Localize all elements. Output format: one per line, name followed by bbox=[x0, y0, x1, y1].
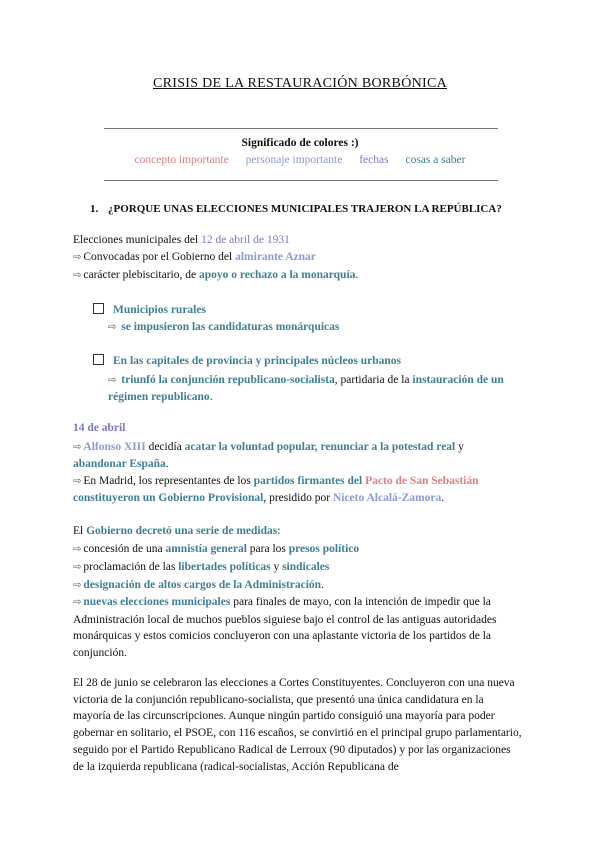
checkbox-icon bbox=[93, 303, 104, 314]
bullet-plebiscito: ⇨ carácter plebiscitario, de apoyo o rechazo a la monarquía. bbox=[73, 269, 359, 281]
arrow-icon: ⇨ bbox=[73, 252, 82, 263]
bullet-convocadas: ⇨ Convocadas por el Gobierno del almirante Aznar bbox=[73, 251, 316, 263]
arrow-icon: ⇨ bbox=[73, 544, 82, 555]
madrid-line: ⇨ En Madrid, los representantes de los partidos firmantes del Pacto de San Sebastián bbox=[73, 475, 479, 487]
legend-concept: concepto importante bbox=[134, 154, 229, 166]
section-title: ¿PORQUE UNAS ELECCIONES MUNICIPALES TRAJERON LA REPÚBLICA? bbox=[108, 203, 502, 215]
legend-person: personaje importante bbox=[245, 154, 343, 166]
legend-dates: fechas bbox=[359, 154, 389, 166]
section-heading bbox=[90, 203, 502, 215]
arrow-icon: ⇨ bbox=[73, 562, 82, 573]
list-item-rurales: Municipios rurales bbox=[93, 303, 206, 317]
alfonso-line: ⇨ Alfonso XIII decidía acatar la voluntad popular, renunciar a la potestad real y bbox=[73, 441, 464, 453]
sub-item-capitales-cont: régimen republicano. bbox=[108, 391, 213, 403]
madrid-line-cont: constituyeron un Gobierno Provisional, presidido por Niceto Alcalá-Zamora. bbox=[73, 492, 445, 504]
alfonso-line-cont: abandonar España. bbox=[73, 458, 169, 470]
cortes-paragraph: El 28 de junio se celebraron las elecciones a Cortes Constituyentes. Concluyeron con una nueva victoria de la conjunción republicano-socialista, que presentó una única candidatura en la mayoría de las circunscripciones. Aunque ningún partido consiguió una mayoría para poder gobernar en solitario, el PSOE, con 116 escaños, se convirtió en el principal grupo parlamentario, seguido por el Partido Republicano Radical de Lerroux (90 diputados) y por las organizaciones de la izquierda republicana (radical-socialistas, Acción Republicana de bbox=[73, 677, 522, 773]
sub-item-capitales: ⇨ triunfó la conjunción republicano-socialista, partidaria de la instauración de un bbox=[108, 374, 504, 386]
arrow-icon: ⇨ bbox=[73, 476, 82, 487]
person-alfonso: Alfonso XIII bbox=[83, 441, 146, 453]
date-12-april: 12 de abril de 1931 bbox=[201, 234, 290, 246]
section-number: 1. bbox=[90, 203, 99, 215]
concept-pacto: Pacto de San Sebastián bbox=[365, 475, 479, 487]
list-item-capitales: En las capitales de provincia y principales núcleos urbanos bbox=[93, 354, 401, 368]
medida-cargos: ⇨ designación de altos cargos de la Administración. bbox=[73, 579, 324, 591]
legend-title: Significado de colores :) bbox=[241, 137, 359, 149]
date-14-april: 14 de abril bbox=[73, 422, 126, 434]
arrow-icon: ⇨ bbox=[73, 580, 82, 591]
arrow-icon: ⇨ bbox=[73, 442, 82, 453]
medida-elecciones: ⇨ nuevas elecciones municipales para finales de mayo, con la intención de impedir que la Administración local de muchos pueblos siguiese bajo el control de las antiguas autoridades monárquicas y estos comicios concluyeron con una aplastante victoria de los partidos de la conjunción. bbox=[73, 596, 497, 660]
elections-intro: Elecciones municipales del 12 de abril de 1931 bbox=[73, 234, 290, 246]
checkbox-icon bbox=[93, 354, 104, 365]
sub-item-rurales: ⇨ se impusieron las candidaturas monárquicas bbox=[108, 321, 340, 333]
arrow-icon: ⇨ bbox=[108, 322, 117, 333]
color-legend bbox=[0, 154, 600, 166]
arrow-icon: ⇨ bbox=[73, 597, 82, 608]
arrow-icon: ⇨ bbox=[108, 375, 117, 386]
legend-know: cosas a saber bbox=[405, 154, 466, 166]
divider-bottom bbox=[104, 180, 498, 181]
medidas-intro: El Gobierno decretó una serie de medidas: bbox=[73, 525, 281, 537]
divider-top bbox=[104, 128, 498, 129]
page-title: CRISIS DE LA RESTAURACIÓN BORBÓNICA bbox=[152, 76, 448, 91]
arrow-icon: ⇨ bbox=[73, 270, 82, 281]
medida-libertades: ⇨ proclamación de las libertades políticas y sindicales bbox=[73, 561, 330, 573]
person-alcala-zamora: Niceto Alcalá-Zamora bbox=[332, 492, 442, 504]
person-aznar: almirante Aznar bbox=[235, 251, 316, 263]
medida-amnistia: ⇨ concesión de una amnistía general para los presos político bbox=[73, 543, 360, 555]
